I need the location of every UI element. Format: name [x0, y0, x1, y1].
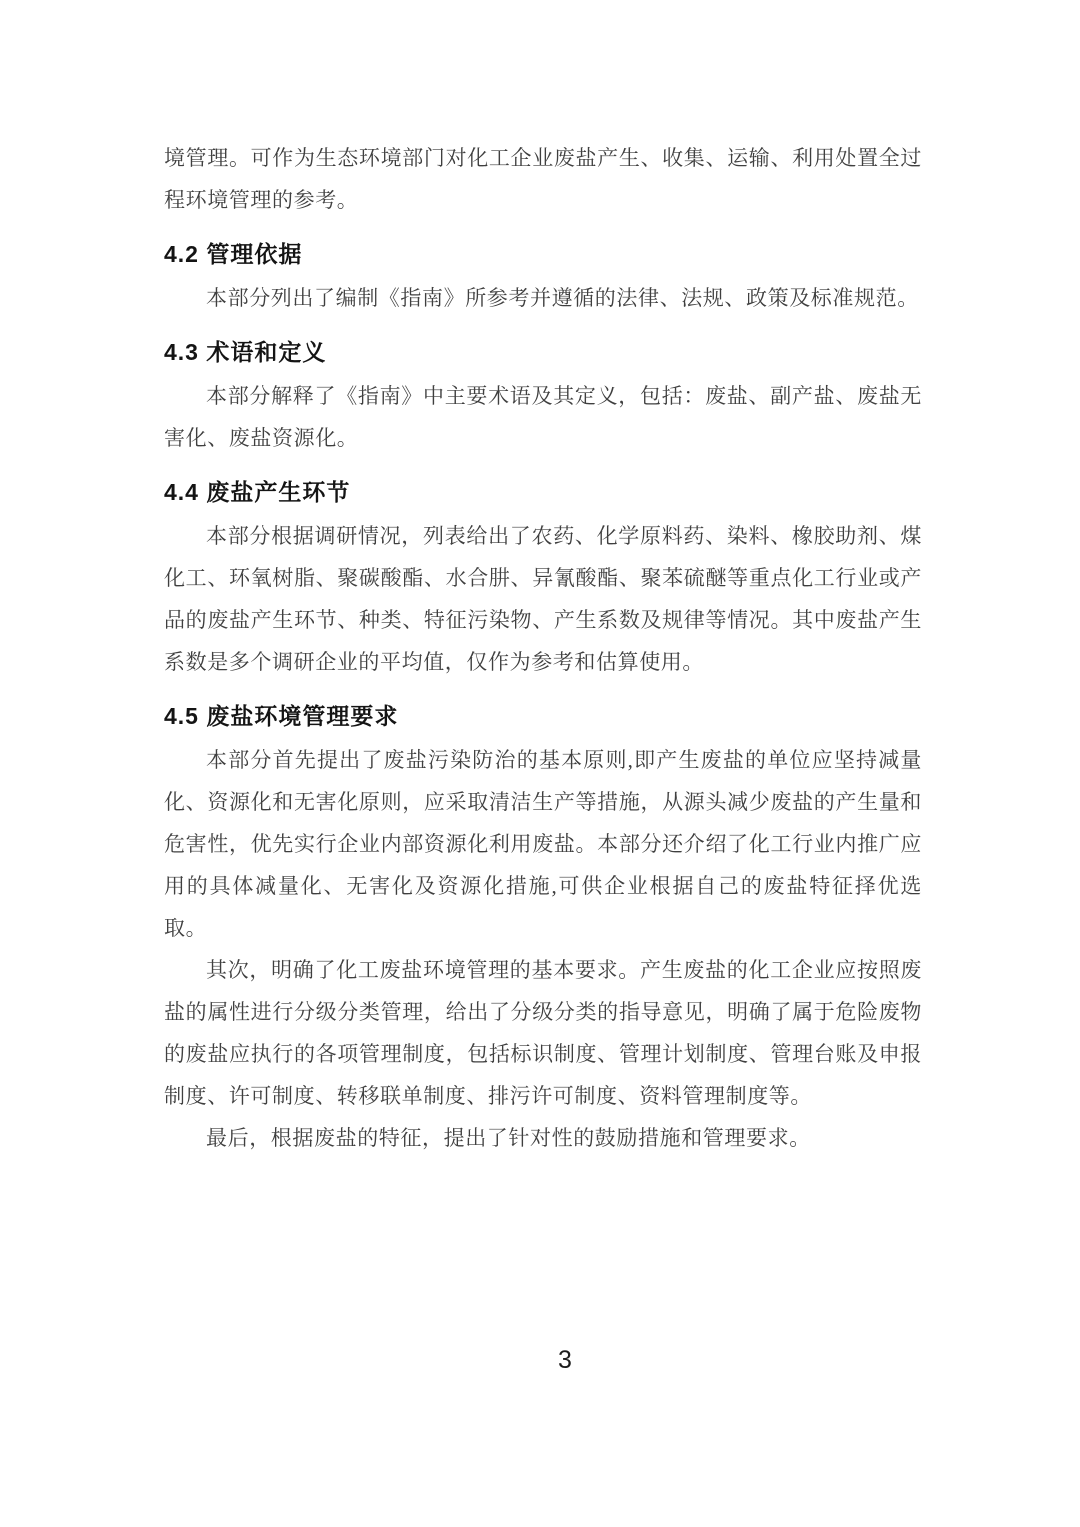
paragraph-4-3: 本部分解释了《指南》中主要术语及其定义，包括：废盐、副产盐、废盐无害化、废盐资源化。 — [164, 384, 922, 450]
paragraph-4-5-a: 本部分首先提出了废盐污染防治的基本原则,即产生废盐的单位应坚持减量化、资源化和无害化原则，应采取清洁生产等措施，从源头减少废盐的产生量和危害性，优先实行企业内部资源化利用废盐。本部分还介绍了化工行业内推广应用的具体减量化、无害化及资源化措施,可供企业根据自己的废盐特征择优选取。 — [164, 748, 922, 940]
page-content — [164, 137, 922, 1159]
section-heading-4-3: 4.3 术语和定义 — [164, 339, 327, 365]
paragraph-4-5-c: 最后，根据废盐的特征，提出了针对性的鼓励措施和管理要求。 — [206, 1126, 811, 1150]
section-heading-4-5: 4.5 废盐环境管理要求 — [164, 703, 399, 729]
paragraph-4-2: 本部分列出了编制《指南》所参考并遵循的法律、法规、政策及标准规范。 — [206, 286, 919, 310]
section-heading-4-2: 4.2 管理依据 — [164, 241, 303, 267]
section-heading-4-4: 4.4 废盐产生环节 — [164, 479, 351, 505]
paragraph-4-4: 本部分根据调研情况，列表给出了农药、化学原料药、染料、橡胶助剂、煤化工、环氧树脂、聚碳酸酯、水合肼、异氰酸酯、聚苯硫醚等重点化工行业或产品的废盐产生环节、种类、特征污染物、产生系数及规律等情况。其中废盐产生系数是多个调研企业的平均值，仅作为参考和估算使用。 — [164, 524, 922, 674]
paragraph-continuation: 境管理。可作为生态环境部门对化工企业废盐产生、收集、运输、利用处置全过程环境管理的参考。 — [164, 146, 922, 212]
paragraph-4-5-b: 其次，明确了化工废盐环境管理的基本要求。产生废盐的化工企业应按照废盐的属性进行分级分类管理，给出了分级分类的指导意见，明确了属于危险废物的废盐应执行的各项管理制度，包括标识制度、管理计划制度、管理台账及申报制度、许可制度、转移联单制度、排污许可制度、资料管理制度等。 — [164, 958, 922, 1108]
page-number: 3 — [558, 1346, 572, 1374]
